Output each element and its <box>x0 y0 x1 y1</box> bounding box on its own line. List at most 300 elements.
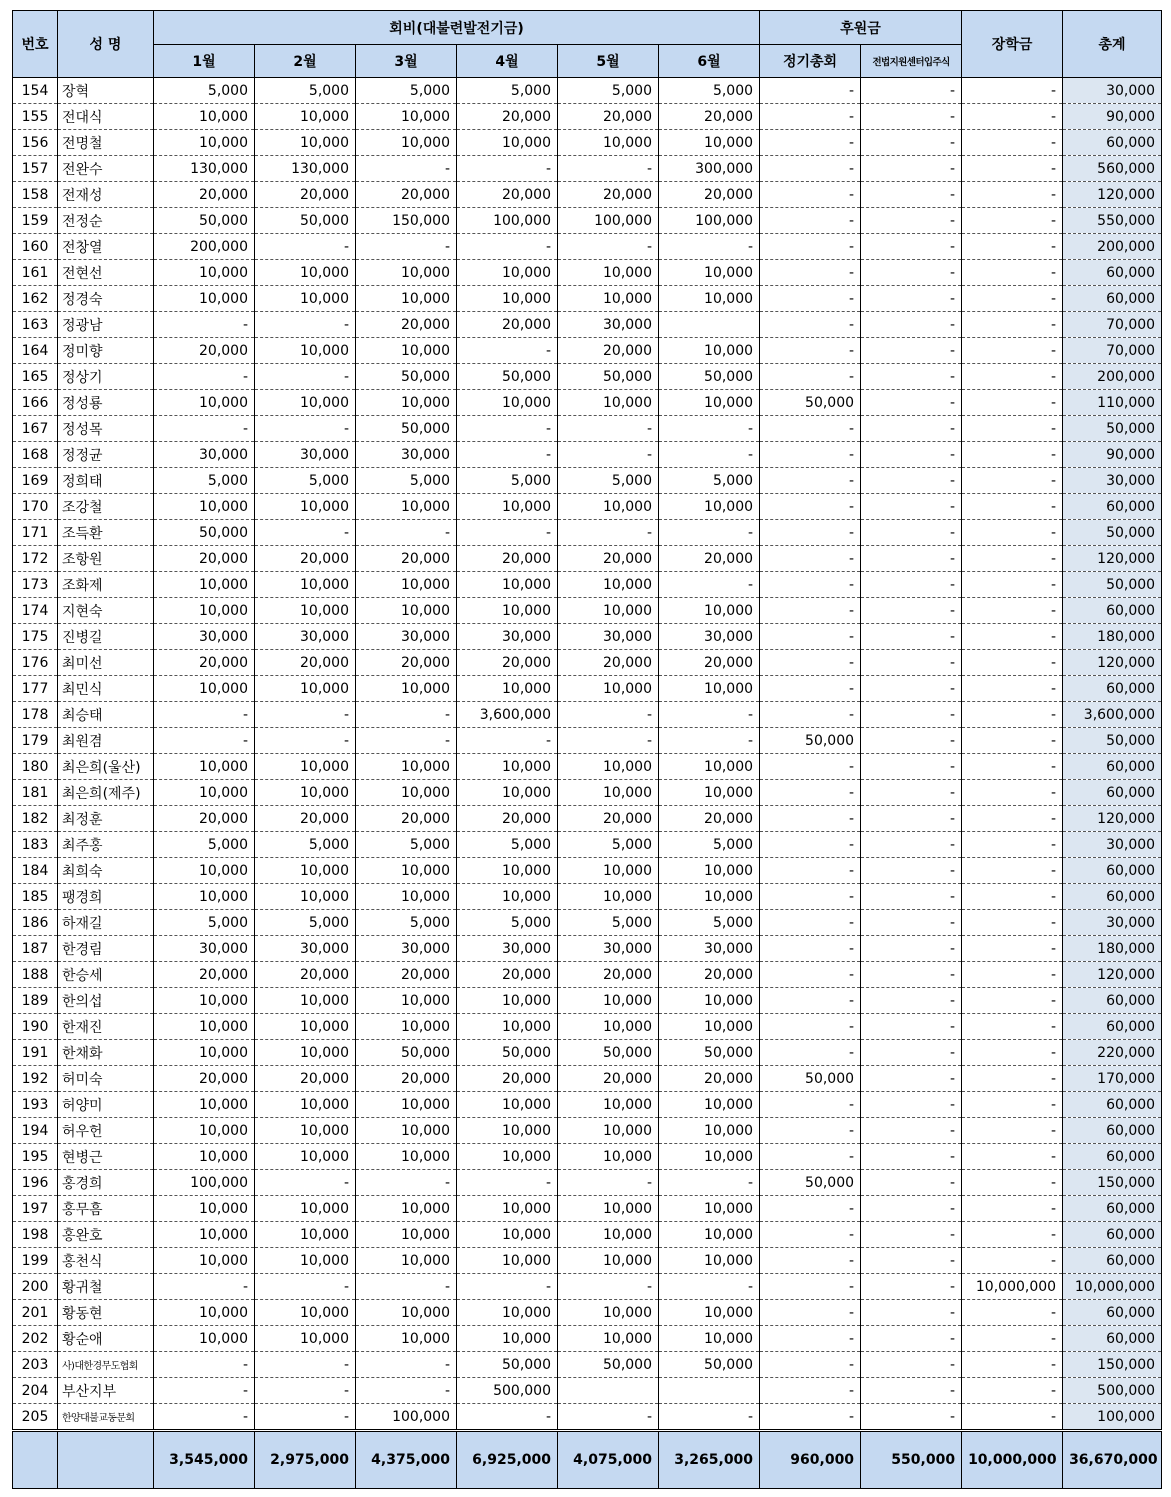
row-total-cell: 60,000 <box>1063 1248 1162 1274</box>
row-month-5-cell: - <box>558 702 659 728</box>
table-row <box>13 234 1162 260</box>
row-support-general-meeting-cell: - <box>760 910 861 936</box>
row-support-general-meeting-cell: - <box>760 416 861 442</box>
row-month-5-cell: 20,000 <box>558 338 659 364</box>
row-name-cell: 전재성 <box>58 182 154 208</box>
row-support-general-meeting-cell: - <box>760 182 861 208</box>
row-no-cell: 205 <box>13 1404 58 1431</box>
row-month-2-cell: - <box>255 702 356 728</box>
row-support-general-meeting-cell: - <box>760 702 861 728</box>
table-row <box>13 260 1162 286</box>
row-support-center-ceremony-cell: - <box>861 1300 962 1326</box>
row-month-4-cell: 3,600,000 <box>457 702 558 728</box>
row-name-cell: 홍무흠 <box>58 1196 154 1222</box>
row-support-general-meeting-cell: - <box>760 1040 861 1066</box>
row-month-2-cell: 20,000 <box>255 182 356 208</box>
row-scholarship-cell: - <box>962 390 1063 416</box>
row-month-2-cell: 20,000 <box>255 962 356 988</box>
header-total: 총계 <box>1063 11 1162 78</box>
row-total-cell: 60,000 <box>1063 260 1162 286</box>
row-scholarship-cell: - <box>962 156 1063 182</box>
row-month-1-cell: 20,000 <box>154 806 255 832</box>
row-month-1-cell: 10,000 <box>154 260 255 286</box>
row-no-cell: 203 <box>13 1352 58 1378</box>
row-month-6-cell: 20,000 <box>659 546 760 572</box>
row-month-4-cell: 20,000 <box>457 312 558 338</box>
row-support-center-ceremony-cell: - <box>861 130 962 156</box>
row-no-cell: 200 <box>13 1274 58 1300</box>
row-month-2-cell: 10,000 <box>255 780 356 806</box>
row-month-2-cell: 20,000 <box>255 1066 356 1092</box>
row-month-1-cell: 10,000 <box>154 988 255 1014</box>
row-support-general-meeting-cell: - <box>760 988 861 1014</box>
row-support-general-meeting-cell: - <box>760 1352 861 1378</box>
row-month-6-cell: 10,000 <box>659 988 760 1014</box>
row-total-cell: 60,000 <box>1063 754 1162 780</box>
row-month-3-cell: 150,000 <box>356 208 457 234</box>
row-month-3-cell: 30,000 <box>356 936 457 962</box>
row-name-cell: 부산지부 <box>58 1378 154 1404</box>
row-total-cell: 200,000 <box>1063 364 1162 390</box>
row-scholarship-cell: - <box>962 910 1063 936</box>
row-support-general-meeting-cell: - <box>760 234 861 260</box>
row-month-2-cell: 30,000 <box>255 936 356 962</box>
row-name-cell: 최희숙 <box>58 858 154 884</box>
row-no-cell: 167 <box>13 416 58 442</box>
row-support-general-meeting-cell: - <box>760 442 861 468</box>
row-month-6-cell: 5,000 <box>659 910 760 936</box>
row-month-2-cell: 10,000 <box>255 1300 356 1326</box>
row-support-center-ceremony-cell: - <box>861 364 962 390</box>
table-row <box>13 1040 1162 1066</box>
row-month-3-cell: 10,000 <box>356 104 457 130</box>
row-scholarship-cell: - <box>962 936 1063 962</box>
row-scholarship-cell: - <box>962 416 1063 442</box>
row-support-center-ceremony-cell: - <box>861 286 962 312</box>
row-month-2-cell: 10,000 <box>255 338 356 364</box>
row-support-general-meeting-cell: - <box>760 1118 861 1144</box>
row-total-cell: 60,000 <box>1063 1222 1162 1248</box>
row-month-3-cell: 10,000 <box>356 286 457 312</box>
row-month-5-cell: - <box>558 1274 659 1300</box>
table-row <box>13 520 1162 546</box>
row-support-center-ceremony-cell: - <box>861 832 962 858</box>
table-row <box>13 1144 1162 1170</box>
row-month-3-cell: - <box>356 1274 457 1300</box>
row-month-3-cell: - <box>356 1170 457 1196</box>
header-name: 성 명 <box>58 11 154 78</box>
row-month-6-cell: - <box>659 234 760 260</box>
row-name-cell: 지현숙 <box>58 598 154 624</box>
row-month-2-cell: 10,000 <box>255 260 356 286</box>
row-support-general-meeting-cell: - <box>760 780 861 806</box>
row-month-1-cell: - <box>154 364 255 390</box>
totals-month-3: 4,375,000 <box>356 1431 457 1489</box>
row-no-cell: 156 <box>13 130 58 156</box>
table-row <box>13 806 1162 832</box>
row-month-2-cell: 10,000 <box>255 390 356 416</box>
row-support-general-meeting-cell: - <box>760 676 861 702</box>
row-month-6-cell: 10,000 <box>659 1248 760 1274</box>
row-name-cell: 한경림 <box>58 936 154 962</box>
row-no-cell: 162 <box>13 286 58 312</box>
row-month-2-cell: 10,000 <box>255 1326 356 1352</box>
row-month-4-cell: 20,000 <box>457 962 558 988</box>
row-month-4-cell: - <box>457 234 558 260</box>
row-month-2-cell: 10,000 <box>255 130 356 156</box>
row-scholarship-cell: - <box>962 260 1063 286</box>
row-total-cell: 50,000 <box>1063 416 1162 442</box>
row-month-2-cell: 5,000 <box>255 78 356 104</box>
row-month-4-cell: - <box>457 338 558 364</box>
row-support-center-ceremony-cell: - <box>861 1378 962 1404</box>
row-month-6-cell: - <box>659 1404 760 1431</box>
row-month-3-cell: 10,000 <box>356 780 457 806</box>
row-month-1-cell: 20,000 <box>154 1066 255 1092</box>
row-scholarship-cell: - <box>962 1378 1063 1404</box>
row-no-cell: 179 <box>13 728 58 754</box>
row-support-general-meeting-cell: - <box>760 936 861 962</box>
row-month-1-cell: 10,000 <box>154 1040 255 1066</box>
row-total-cell: 60,000 <box>1063 676 1162 702</box>
row-month-1-cell: 20,000 <box>154 962 255 988</box>
table-row <box>13 1092 1162 1118</box>
row-month-4-cell: 30,000 <box>457 936 558 962</box>
row-month-1-cell: 50,000 <box>154 208 255 234</box>
row-no-cell: 158 <box>13 182 58 208</box>
totals-row <box>13 1431 1162 1489</box>
row-month-3-cell: 10,000 <box>356 1222 457 1248</box>
row-month-2-cell: - <box>255 416 356 442</box>
row-total-cell: 100,000 <box>1063 1404 1162 1431</box>
row-support-general-meeting-cell: - <box>760 494 861 520</box>
row-scholarship-cell: - <box>962 1118 1063 1144</box>
row-total-cell: 150,000 <box>1063 1352 1162 1378</box>
row-support-center-ceremony-cell: - <box>861 1014 962 1040</box>
row-name-cell: 최원겸 <box>58 728 154 754</box>
row-support-center-ceremony-cell: - <box>861 546 962 572</box>
row-month-3-cell: 50,000 <box>356 364 457 390</box>
row-month-6-cell: 10,000 <box>659 390 760 416</box>
row-total-cell: 560,000 <box>1063 156 1162 182</box>
row-month-6-cell: - <box>659 572 760 598</box>
row-month-6-cell: 10,000 <box>659 1092 760 1118</box>
row-month-5-cell: 10,000 <box>558 260 659 286</box>
row-month-5-cell: 10,000 <box>558 390 659 416</box>
row-total-cell: 30,000 <box>1063 910 1162 936</box>
row-support-general-meeting-cell: - <box>760 156 861 182</box>
row-month-1-cell: 10,000 <box>154 1014 255 1040</box>
row-month-4-cell: - <box>457 1274 558 1300</box>
header-no: 번호 <box>13 11 58 78</box>
table-row <box>13 676 1162 702</box>
row-month-3-cell: 20,000 <box>356 650 457 676</box>
row-no-cell: 165 <box>13 364 58 390</box>
row-scholarship-cell: - <box>962 832 1063 858</box>
row-month-3-cell: 10,000 <box>356 1014 457 1040</box>
donation-table <box>12 10 1162 1489</box>
row-no-cell: 163 <box>13 312 58 338</box>
row-month-2-cell: 20,000 <box>255 650 356 676</box>
header-month-1: 1월 <box>154 45 255 78</box>
row-scholarship-cell: - <box>962 1170 1063 1196</box>
row-support-center-ceremony-cell: - <box>861 624 962 650</box>
row-month-6-cell: 10,000 <box>659 1300 760 1326</box>
row-support-center-ceremony-cell: - <box>861 312 962 338</box>
row-scholarship-cell: - <box>962 1144 1063 1170</box>
row-support-general-meeting-cell: - <box>760 260 861 286</box>
row-no-cell: 191 <box>13 1040 58 1066</box>
row-total-cell: 60,000 <box>1063 988 1162 1014</box>
table-row <box>13 1014 1162 1040</box>
header-month-2: 2월 <box>255 45 356 78</box>
row-support-center-ceremony-cell: - <box>861 598 962 624</box>
row-support-general-meeting-cell: - <box>760 312 861 338</box>
row-no-cell: 178 <box>13 702 58 728</box>
row-month-2-cell: 20,000 <box>255 806 356 832</box>
row-month-3-cell: 30,000 <box>356 442 457 468</box>
row-scholarship-cell: - <box>962 1222 1063 1248</box>
row-support-center-ceremony-cell: - <box>861 572 962 598</box>
row-support-general-meeting-cell: - <box>760 1404 861 1431</box>
row-support-center-ceremony-cell: - <box>861 962 962 988</box>
row-month-5-cell: 20,000 <box>558 104 659 130</box>
row-month-1-cell: 10,000 <box>154 104 255 130</box>
row-name-cell: 전명철 <box>58 130 154 156</box>
table-row <box>13 130 1162 156</box>
row-month-4-cell: 10,000 <box>457 1118 558 1144</box>
table-row <box>13 832 1162 858</box>
row-scholarship-cell: - <box>962 1326 1063 1352</box>
row-month-1-cell: 20,000 <box>154 338 255 364</box>
row-no-cell: 155 <box>13 104 58 130</box>
row-support-center-ceremony-cell: - <box>861 468 962 494</box>
row-total-cell: 60,000 <box>1063 286 1162 312</box>
row-month-6-cell: 10,000 <box>659 598 760 624</box>
row-month-5-cell: 20,000 <box>558 1066 659 1092</box>
row-month-6-cell: 100,000 <box>659 208 760 234</box>
row-month-4-cell: 10,000 <box>457 1248 558 1274</box>
table-row <box>13 78 1162 104</box>
row-month-6-cell: - <box>659 520 760 546</box>
row-month-2-cell: 50,000 <box>255 208 356 234</box>
row-support-center-ceremony-cell: - <box>861 988 962 1014</box>
row-month-6-cell: 20,000 <box>659 962 760 988</box>
table-row <box>13 624 1162 650</box>
row-support-center-ceremony-cell: - <box>861 806 962 832</box>
row-month-6-cell <box>659 312 760 338</box>
row-support-center-ceremony-cell: - <box>861 754 962 780</box>
row-support-center-ceremony-cell: - <box>861 1196 962 1222</box>
row-scholarship-cell: - <box>962 442 1063 468</box>
row-month-1-cell: 20,000 <box>154 546 255 572</box>
row-month-5-cell: 5,000 <box>558 910 659 936</box>
row-month-6-cell: - <box>659 728 760 754</box>
row-month-4-cell: 10,000 <box>457 572 558 598</box>
table-row <box>13 936 1162 962</box>
row-total-cell: 30,000 <box>1063 78 1162 104</box>
row-name-cell: 정성목 <box>58 416 154 442</box>
row-support-center-ceremony-cell: - <box>861 182 962 208</box>
row-scholarship-cell: - <box>962 1404 1063 1431</box>
row-month-1-cell: - <box>154 1404 255 1431</box>
row-month-3-cell: - <box>356 156 457 182</box>
row-scholarship-cell: - <box>962 208 1063 234</box>
row-support-center-ceremony-cell: - <box>861 390 962 416</box>
row-scholarship-cell: - <box>962 1300 1063 1326</box>
row-no-cell: 181 <box>13 780 58 806</box>
row-name-cell: 조강철 <box>58 494 154 520</box>
row-month-5-cell <box>558 1378 659 1404</box>
row-month-3-cell: - <box>356 1378 457 1404</box>
row-month-2-cell: 10,000 <box>255 104 356 130</box>
row-total-cell: 110,000 <box>1063 390 1162 416</box>
row-month-3-cell: 5,000 <box>356 910 457 936</box>
totals-month-1: 3,545,000 <box>154 1431 255 1489</box>
row-no-cell: 177 <box>13 676 58 702</box>
row-month-2-cell: - <box>255 520 356 546</box>
row-no-cell: 169 <box>13 468 58 494</box>
row-support-general-meeting-cell: 50,000 <box>760 1066 861 1092</box>
row-month-2-cell: 10,000 <box>255 1118 356 1144</box>
row-total-cell: 200,000 <box>1063 234 1162 260</box>
row-scholarship-cell: - <box>962 130 1063 156</box>
row-month-2-cell: 10,000 <box>255 676 356 702</box>
row-month-3-cell: 5,000 <box>356 78 457 104</box>
row-support-center-ceremony-cell: - <box>861 442 962 468</box>
table-row <box>13 598 1162 624</box>
row-month-6-cell: 10,000 <box>659 884 760 910</box>
totals-month-5: 4,075,000 <box>558 1431 659 1489</box>
row-support-general-meeting-cell: - <box>760 624 861 650</box>
row-month-5-cell: 10,000 <box>558 754 659 780</box>
row-month-6-cell: - <box>659 702 760 728</box>
totals-support-general-meeting: 960,000 <box>760 1431 861 1489</box>
row-month-4-cell: 10,000 <box>457 988 558 1014</box>
header-support-group: 후원금 <box>760 11 962 45</box>
row-name-cell: 최미선 <box>58 650 154 676</box>
row-month-2-cell: 10,000 <box>255 988 356 1014</box>
row-month-4-cell: 10,000 <box>457 494 558 520</box>
row-month-4-cell: - <box>457 442 558 468</box>
row-month-1-cell: 10,000 <box>154 572 255 598</box>
row-scholarship-cell: - <box>962 988 1063 1014</box>
row-scholarship-cell: - <box>962 572 1063 598</box>
row-month-4-cell: 500,000 <box>457 1378 558 1404</box>
row-support-center-ceremony-cell: - <box>861 1144 962 1170</box>
row-month-6-cell: 10,000 <box>659 780 760 806</box>
table-row <box>13 910 1162 936</box>
row-month-6-cell: 20,000 <box>659 104 760 130</box>
row-month-4-cell: 10,000 <box>457 884 558 910</box>
row-support-center-ceremony-cell: - <box>861 520 962 546</box>
row-name-cell: 최승태 <box>58 702 154 728</box>
row-scholarship-cell: - <box>962 1352 1063 1378</box>
row-month-3-cell: - <box>356 728 457 754</box>
row-month-4-cell: 10,000 <box>457 1326 558 1352</box>
row-name-cell: 한채화 <box>58 1040 154 1066</box>
row-scholarship-cell: - <box>962 182 1063 208</box>
row-no-cell: 196 <box>13 1170 58 1196</box>
row-month-6-cell: - <box>659 1274 760 1300</box>
row-support-center-ceremony-cell: - <box>861 1170 962 1196</box>
row-month-4-cell: 10,000 <box>457 130 558 156</box>
row-total-cell: 70,000 <box>1063 338 1162 364</box>
row-month-6-cell: 300,000 <box>659 156 760 182</box>
row-name-cell: 최은희(제주) <box>58 780 154 806</box>
row-month-5-cell: - <box>558 416 659 442</box>
row-month-3-cell: - <box>356 702 457 728</box>
row-month-2-cell: - <box>255 1170 356 1196</box>
totals-month-2: 2,975,000 <box>255 1431 356 1489</box>
row-total-cell: 90,000 <box>1063 104 1162 130</box>
row-name-cell: 홍완호 <box>58 1222 154 1248</box>
row-total-cell: 180,000 <box>1063 624 1162 650</box>
row-month-3-cell: 10,000 <box>356 494 457 520</box>
row-support-center-ceremony-cell: - <box>861 156 962 182</box>
row-month-1-cell: 10,000 <box>154 780 255 806</box>
row-total-cell: 50,000 <box>1063 520 1162 546</box>
row-month-5-cell: 5,000 <box>558 468 659 494</box>
table-body <box>13 78 1162 1431</box>
row-month-5-cell: 10,000 <box>558 1196 659 1222</box>
row-support-general-meeting-cell: - <box>760 364 861 390</box>
row-total-cell: 30,000 <box>1063 832 1162 858</box>
row-support-center-ceremony-cell: - <box>861 260 962 286</box>
row-no-cell: 188 <box>13 962 58 988</box>
row-month-4-cell: - <box>457 156 558 182</box>
header-month-6: 6월 <box>659 45 760 78</box>
row-month-2-cell: 10,000 <box>255 494 356 520</box>
row-no-cell: 172 <box>13 546 58 572</box>
table-row <box>13 962 1162 988</box>
row-month-4-cell: 20,000 <box>457 104 558 130</box>
row-name-cell: 정광남 <box>58 312 154 338</box>
row-support-center-ceremony-cell: - <box>861 1118 962 1144</box>
row-month-5-cell: 10,000 <box>558 598 659 624</box>
row-no-cell: 199 <box>13 1248 58 1274</box>
row-month-4-cell: - <box>457 416 558 442</box>
row-month-3-cell: 50,000 <box>356 416 457 442</box>
row-support-center-ceremony-cell: - <box>861 234 962 260</box>
row-month-2-cell: - <box>255 1274 356 1300</box>
row-no-cell: 189 <box>13 988 58 1014</box>
row-support-center-ceremony-cell: - <box>861 1066 962 1092</box>
row-support-general-meeting-cell: - <box>760 884 861 910</box>
row-month-4-cell: 10,000 <box>457 1222 558 1248</box>
table-row <box>13 364 1162 390</box>
row-month-2-cell: 10,000 <box>255 1196 356 1222</box>
row-month-2-cell: 10,000 <box>255 572 356 598</box>
row-month-4-cell: 10,000 <box>457 754 558 780</box>
row-name-cell: 한의섭 <box>58 988 154 1014</box>
row-month-6-cell: 10,000 <box>659 1144 760 1170</box>
row-month-1-cell: 10,000 <box>154 1196 255 1222</box>
row-month-3-cell: 10,000 <box>356 1300 457 1326</box>
table-row <box>13 156 1162 182</box>
row-scholarship-cell: - <box>962 858 1063 884</box>
row-month-5-cell: 10,000 <box>558 286 659 312</box>
row-name-cell: 허미숙 <box>58 1066 154 1092</box>
row-month-5-cell: - <box>558 520 659 546</box>
row-month-4-cell: 50,000 <box>457 1040 558 1066</box>
row-no-cell: 166 <box>13 390 58 416</box>
row-no-cell: 180 <box>13 754 58 780</box>
row-support-general-meeting-cell: 50,000 <box>760 390 861 416</box>
row-total-cell: 220,000 <box>1063 1040 1162 1066</box>
row-month-5-cell: 10,000 <box>558 988 659 1014</box>
row-month-2-cell: 10,000 <box>255 1144 356 1170</box>
